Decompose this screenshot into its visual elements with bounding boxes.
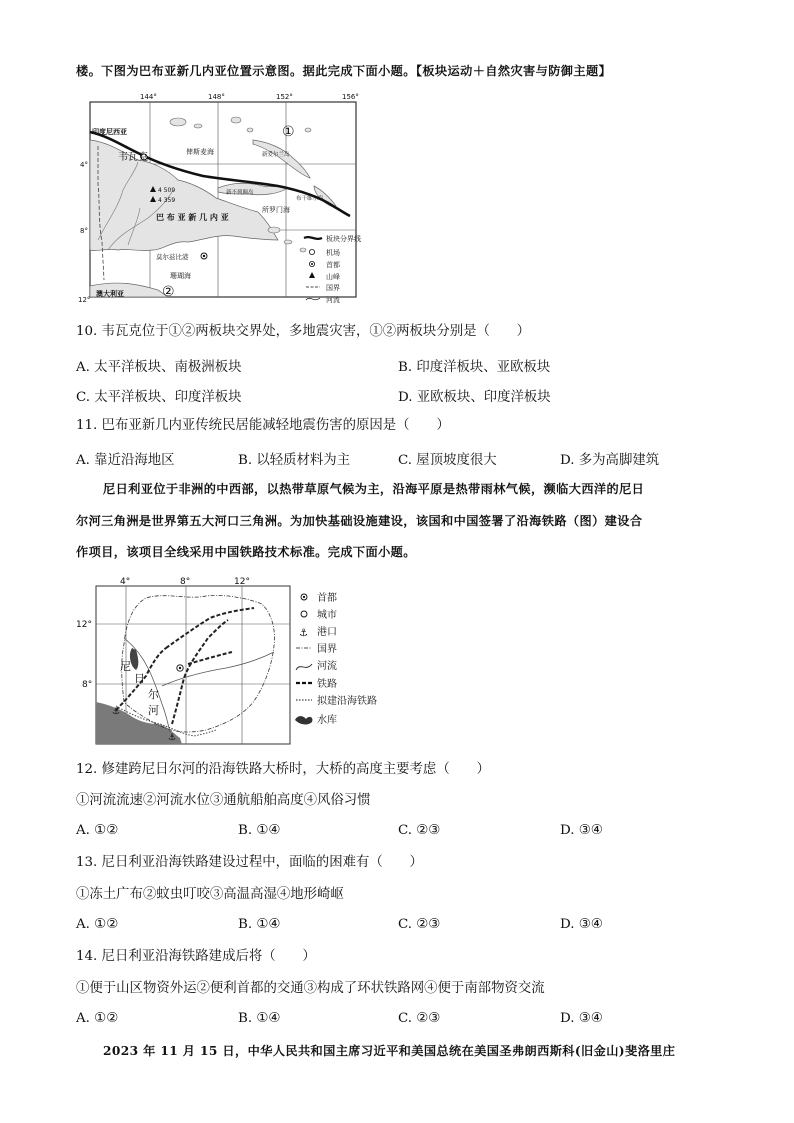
question-11-option-b[interactable]: B. 以轻质材料为主 <box>238 453 351 468</box>
river-icon <box>306 298 320 300</box>
question-13-option-c[interactable]: C. ②③ <box>398 917 441 932</box>
question-11-option-a[interactable]: A. 靠近沿海地区 <box>76 453 175 468</box>
label-coral-sea: 珊瑚海 <box>170 272 191 280</box>
question-13-items: ①冻土广布②蚊虫叮咬③高温高湿④地形崎岖 <box>76 887 344 902</box>
svg-text:港口: 港口 <box>317 627 337 638</box>
question-14-items: ①便于山区物资外运②便利首都的交通③构成了环状铁路网④便于南部物资交流 <box>76 981 545 996</box>
png-location-map <box>78 90 368 310</box>
intro-text-2-line-3: 作项目，该项目全线采用中国铁路技术标准。完成下面小题。 <box>76 545 416 559</box>
question-14-option-c[interactable]: C. ②③ <box>398 1011 441 1026</box>
label-wewak: 韦瓦克 <box>118 152 148 163</box>
question-11-option-d[interactable]: D. 多为高脚建筑 <box>560 453 660 468</box>
label-australia: 澳大利亚 <box>96 290 124 298</box>
svg-text:河流: 河流 <box>317 661 337 672</box>
reservoir-icon <box>295 716 312 724</box>
label-niger-river: 尼 <box>120 660 131 673</box>
intro-text-2-line-2: 尔河三角洲是世界第五大河口三角洲。为加快基础设施建设，该国和中国签署了沿海铁路（图）建设合 <box>76 514 643 528</box>
svg-text:拟建沿海铁路: 拟建沿海铁路 <box>317 696 377 707</box>
label-bougainville: 布干维尔岛 <box>296 196 324 202</box>
question-11-stem: 11. 巴布亚新几内亚传统民居能减轻地震伤害的原因是（ ） <box>76 418 450 433</box>
lon-label: 8° <box>180 577 191 587</box>
lon-label: 12° <box>234 577 250 587</box>
svg-text:铁路: 铁路 <box>317 679 337 690</box>
svg-text:首都: 首都 <box>317 593 337 604</box>
label-peak-2: 4 359 <box>158 197 176 204</box>
question-10-stem: 10. 韦瓦克位于①②两板块交界处，多地震灾害，①②两板块分别是（ ） <box>76 324 531 339</box>
svg-text:国界: 国界 <box>317 644 337 655</box>
label-peak-1: 4 509 <box>158 187 176 194</box>
label-port-moresby: 莫尔兹比港 <box>156 253 189 261</box>
label-indonesia: 印度尼西亚 <box>92 128 127 136</box>
river-icon <box>296 664 312 670</box>
label-new-ireland: 新爱尔兰岛 <box>262 152 290 158</box>
question-12-option-c[interactable]: C. ②③ <box>398 823 441 838</box>
lon-label: 4° <box>120 577 131 587</box>
label-niger-river: 日 <box>134 672 145 685</box>
footer-passage-line: 2023 年 11 月 15 日，中华人民共和国主席习近平和美国总统在美国圣弗朗西斯科(旧金山)斐洛里庄 <box>103 1044 676 1058</box>
port-icon: ⚓ <box>168 733 177 743</box>
label-png: 巴 布 亚 新 几 内 亚 <box>156 213 229 222</box>
nigeria-railway-map <box>76 574 406 750</box>
question-12-option-a[interactable]: A. ①② <box>76 823 119 838</box>
question-13-stem: 13. 尼日利亚沿海铁路建设过程中，面临的困难有（ ） <box>76 855 423 870</box>
lat-label: 8° <box>82 680 93 690</box>
lat-label: 12° <box>76 620 92 630</box>
label-solomon-sea: 所罗门海 <box>262 206 290 214</box>
label-plate-1: ① <box>282 124 295 140</box>
svg-text:城市: 城市 <box>317 610 337 621</box>
intro-text-2-line-1: 尼日利亚位于非洲的中西部，以热带草原气候为主，沿海平原是热带雨林气候，濒临大西洋的尼日 <box>103 482 645 496</box>
lat-label: 4° <box>80 161 88 169</box>
svg-text:机场: 机场 <box>326 249 340 257</box>
label-new-britain: 新不列颠岛 <box>226 190 254 196</box>
intro-text-1: 楼。下图为巴布亚新几内亚位置示意图。据此完成下面小题。【板块运动＋自然灾害与防御主题】 <box>76 64 612 78</box>
question-13-option-b[interactable]: B. ①④ <box>238 917 281 932</box>
label-bismarck-sea: 俾斯麦海 <box>186 148 214 156</box>
question-14-option-a[interactable]: A. ①② <box>76 1011 119 1026</box>
lon-label: 152° <box>276 93 293 101</box>
airport-icon <box>309 249 314 254</box>
question-13-option-a[interactable]: A. ①② <box>76 917 119 932</box>
question-10-option-a[interactable]: A. 太平洋板块、南极洲板块 <box>76 360 242 375</box>
question-14-option-b[interactable]: B. ①④ <box>238 1011 281 1026</box>
svg-text:首都: 首都 <box>326 261 340 269</box>
question-10-option-c[interactable]: C. 太平洋板块、印度洋板块 <box>76 390 242 405</box>
question-14-stem: 14. 尼日利亚沿海铁路建成后将（ ） <box>76 949 316 964</box>
question-12-items: ①河流流速②河流水位③通航船舶高度④风俗习惯 <box>76 793 371 808</box>
svg-text:国界: 国界 <box>326 284 340 292</box>
label-niger-river: 尔 <box>148 688 159 701</box>
svg-text:水库: 水库 <box>317 715 337 726</box>
question-10-option-b[interactable]: B. 印度洋板块、亚欧板块 <box>398 360 551 375</box>
question-12-option-d[interactable]: D. ③④ <box>560 823 603 838</box>
port-icon: ⚓ <box>299 628 308 639</box>
question-12-stem: 12. 修建跨尼日尔河的沿海铁路大桥时，大桥的高度主要考虑（ ） <box>76 762 490 777</box>
city-icon <box>301 611 307 617</box>
svg-text:山峰: 山峰 <box>326 273 340 281</box>
lat-label: 12° <box>78 296 91 304</box>
lat-label: 8° <box>80 227 88 235</box>
lon-label: 156° <box>342 93 359 101</box>
question-11-option-c[interactable]: C. 屋顶坡度很大 <box>398 453 497 468</box>
label-niger-river: 河 <box>148 704 159 717</box>
label-plate-2: ② <box>162 284 175 300</box>
lon-label: 144° <box>140 93 157 101</box>
svg-text:板块分界线: 板块分界线 <box>326 235 361 243</box>
question-10-option-d[interactable]: D. 亚欧板块、印度洋板块 <box>398 390 551 405</box>
question-12-option-b[interactable]: B. ①④ <box>238 823 281 838</box>
lon-label: 148° <box>208 93 225 101</box>
svg-text:河流: 河流 <box>326 296 340 304</box>
question-14-option-d[interactable]: D. ③④ <box>560 1011 603 1026</box>
port-icon: ⚓ <box>112 707 121 717</box>
map2-legend <box>295 591 377 726</box>
question-13-option-d[interactable]: D. ③④ <box>560 917 603 932</box>
